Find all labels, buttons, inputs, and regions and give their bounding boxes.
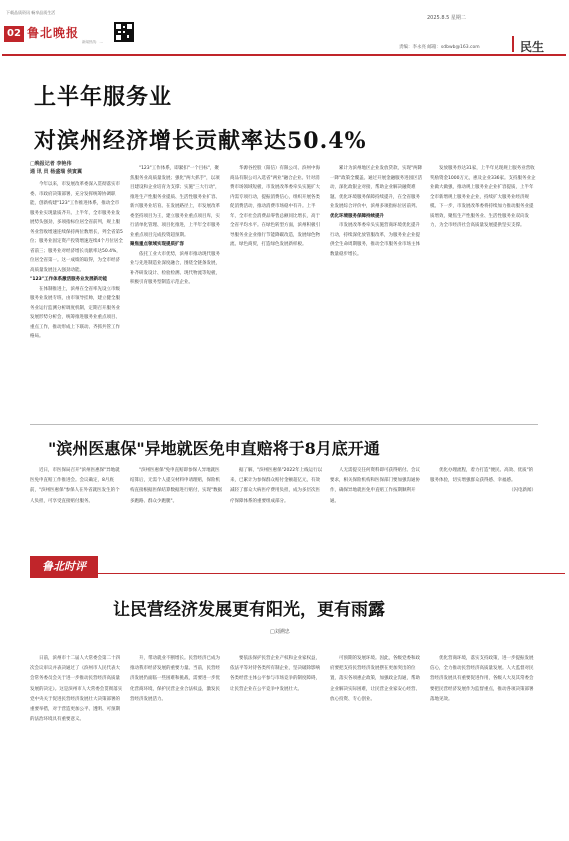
issue-date: 2025.8.5 星期二	[427, 15, 466, 21]
article3-paragraph: 要依法保护民营企业产权和企业家权益，依法平等对待各类所有制企业，坚决破除影响各类经营主体公平参与市场竞争的制度障碍，让民营企业在公平竞争中发展壮大。	[230, 656, 320, 692]
article3-byline: □刘溯忠	[270, 629, 290, 635]
commentary-banner-line	[40, 573, 565, 574]
article1-byline	[30, 160, 82, 176]
article1-subheading: 优化环境服务保障持续提升	[330, 213, 384, 219]
article3-column-3	[230, 654, 324, 834]
article2-paragraph: 人无需提交任何资料即可获得赔付。会议要求，相关保险机构和医保部门要加强沟通协作，确保异地就医免申直赔工作按期顺利开通。	[330, 468, 420, 504]
article2-credit: （闪电新闻）	[509, 488, 536, 494]
article2-column-2	[130, 466, 223, 548]
article2-column-5	[430, 466, 536, 548]
article2-column-3	[230, 466, 323, 548]
article2-paragraph: "滨州医惠保"免申直赔即参保人异地就医结算后，无需个人提交材料申请理赔，保险机构直接根据医保结算数据进行赔付，实现"数据多跑路、群众少跑腿"。	[130, 468, 223, 504]
byline-correspondents: 通 讯 员 杨盛瑞 侯寅翼	[30, 169, 82, 175]
article1-paragraph: 累计为滨州地区企业发放贷款，实现"两降一降"政策全覆盖。通过开展金融服务进园区活动，深化政银企对接，帮助企业解决融资难题。优化环境服务保障持续提升，在全省服务业发展综合评价中，滨州多项指标位居前列。	[330, 166, 423, 209]
article2-paragraph: 优化办理流程，着力打造"便民、高效、优质"的服务体验，切实增强群众获得感、幸福感。	[430, 468, 534, 484]
article1-paragraph: 今年以来，市发展改革委深入贯彻落实市委、市政府决策部署，充分发挥统筹协调职能，创新构建"123"工作推进体系，推动全市服务业实现量质齐升。上半年，全市服务业发展势头强劲，多项指标位居全省前列，规上服务业营收增速连续保持两位数增长，列全省第5位；服务业固定资产投资增速连续4个月位居全省前三；服务业对经济增长贡献率达50.4%，位居全省第一。这一成绩的取得，为全市经济高质量发展注入强劲动能。	[30, 182, 123, 273]
section-title: 民生	[520, 40, 545, 54]
masthead-slogan: 下载品质资讯 畅享品质生活	[6, 10, 56, 15]
article1-column-2	[130, 164, 223, 415]
hotline-text: 新闻热线：...	[82, 40, 103, 44]
qr-code-icon	[114, 22, 134, 42]
commentary-tag: 鲁北时评	[30, 556, 98, 578]
byline-reporter: □晚报记者 李艳伟	[30, 161, 72, 167]
article1-paragraph: "123"工作体系，即紧扣"一个目标"，聚焦服务业高质量发展；强化"两大抓手"，以项目建设和企业培育为支撑；实施"三大行动"，推进生产性服务业提质、生活性服务业扩容、新兴服务业培育。在发展路径上，市发展改革委坚持项目为王，建立服务业重点项目库，实行清单化管理、项目化推进，上半年全市服务业重点项目完成投资超预期。	[130, 166, 220, 238]
article3-column-4	[330, 654, 424, 834]
article3-paragraph: 可预期的发展环境。因此，各级党委和政府要把支持民营经济发展摆在更加突出的位置，落实各项惠企政策，加强政企沟通，帮助企业解决实际困难，让民营企业家安心经营、放心投资、专心创业。	[330, 656, 420, 702]
article1-column-1	[30, 180, 123, 415]
article3-column-2	[130, 654, 224, 834]
article1-subheading: "123"工作体系激活服务业发展新动能	[30, 277, 108, 282]
article3-paragraph: 日前，滨州市十二届人大常委会第二十四次会议审议并表决通过了《滨州市人民代表大会常务委员会关于进一步推动民营经济高质量发展的决定》。这是滨州市人大常委会贯彻落实党中央关于促进民营经济发展壮大决策部署的重要举措，对于营造更加公平、透明、可预期的法治环境具有重要意义。	[30, 656, 123, 723]
article2-paragraph: 近日，市医保局召开"滨州医惠保"异地就医免申直赔工作推进会。会议确定，8月底前，"滨州医惠保"参保人在外省就医发生的个人负担，可享受直接赔付服务。	[30, 468, 120, 504]
article3-paragraph: 优化营商环境，落实支持政策，进一步提振发展信心，全力推动民营经济高质量发展。人大监督对民营经济发展具有重要促进作用，各级人大及其常委会要把民营经济发展作为监督重点，推动各项决策部署落地见效。	[430, 656, 534, 702]
article1-paragraph: 发放服务券达31家，上半年兑现规上服务业营收奖励资金1000万元，惠及企业336家。支持服务业企业做大做强，推动规上服务业企业扩容提质，上半年全市新增规上服务业企业，持续扩大服务业经济规模。下一步，市发展改革委将持续加力推动服务业提质增效，聚焦生产性服务业、生活性服务业双向发力，为全市经济社会高质量发展提供坚实支撑。	[430, 166, 536, 228]
article1-column-3	[230, 164, 323, 415]
article1-column-4	[330, 164, 423, 415]
editor-info: 责编：李永亮 邮箱：sdbwb@163.com	[399, 45, 480, 50]
article1-paragraph: 市发展改革委牵头实施营商环境优化提升行动，持续深化放管服改革，为服务业企业提供全生命周期服务，推动全市服务业市场主体数量稳步增长。	[330, 223, 420, 257]
article3-paragraph: 升，带动就业不断增长。民营经济已成为推动我市经济发展的重要力量。当前，民营经济发展仍面临一些困难和挑战，需要进一步优化营商环境，保护民营企业合法权益，激发民营经济发展活力。	[130, 656, 220, 702]
page-number: 02	[4, 26, 24, 42]
article1-paragraph: 依托工业大市优势，滨州市推动现代服务业与先进制造业深度融合，围绕全链条发展，补齐研发设计、检验检测、现代物流等短板，积极引育服务型制造示范企业。	[130, 251, 220, 285]
article2-column-4	[330, 466, 423, 548]
article1-subheading: 聚焦重点领域实现提质扩容	[130, 242, 184, 247]
article1-paragraph: 华源谷控股（阳信）有限公司、滨州中海商品有限公司入选省"两业"融合企业。针对消费市场领域短板，市发展改革委牵头实施扩大内需专项行动，提振消费信心，组织开展各类促消费活动，推动消费市场稳中有升。上半年，全市社会消费品零售总额同比增长，高于全省平均水平。在绿色转型方面，滨州积极引导服务业企业推行节能降碳改造，发展绿色物流、绿色商贸，打造绿色发展新样板。	[230, 166, 320, 247]
article1-headline-line1: 上半年服务业	[34, 84, 173, 110]
section-marker	[512, 36, 514, 52]
masthead-rule	[2, 54, 566, 56]
article1-column-5	[430, 164, 536, 415]
masthead-strip	[0, 0, 569, 8]
article1-paragraph: 在体制推进上，滨州在全省率先设立市级服务业发展专班，由市领导挂帅，建立健全服务业运行监测分析调度机制，定期召开服务业发展形势分析会，统筹推进服务业重点项目、重点工作，推动形成上下联动、齐抓共管工作格局。	[30, 286, 120, 339]
article3-column-5	[430, 654, 536, 834]
article3-headline: 让民营经济发展更有阳光，更有雨露	[113, 600, 385, 620]
article2-headline: "滨州医惠保"异地就医免申直赔将于8月底开通	[48, 439, 380, 458]
article3-column-1	[30, 654, 124, 834]
newspaper-logo: 鲁北晚报	[27, 26, 80, 40]
article1-headline-line2: 对滨州经济增长贡献率达50.4%	[34, 128, 367, 154]
article2-paragraph: 据了解，"滨州医惠保"2022年上线运行以来，已累计为参保群众赔付金额超亿元，有效减轻了群众大病医疗费用负担，成为多层次医疗保障体系的重要组成部分。	[230, 468, 323, 504]
divider	[30, 424, 538, 425]
article2-column-1	[30, 466, 123, 548]
